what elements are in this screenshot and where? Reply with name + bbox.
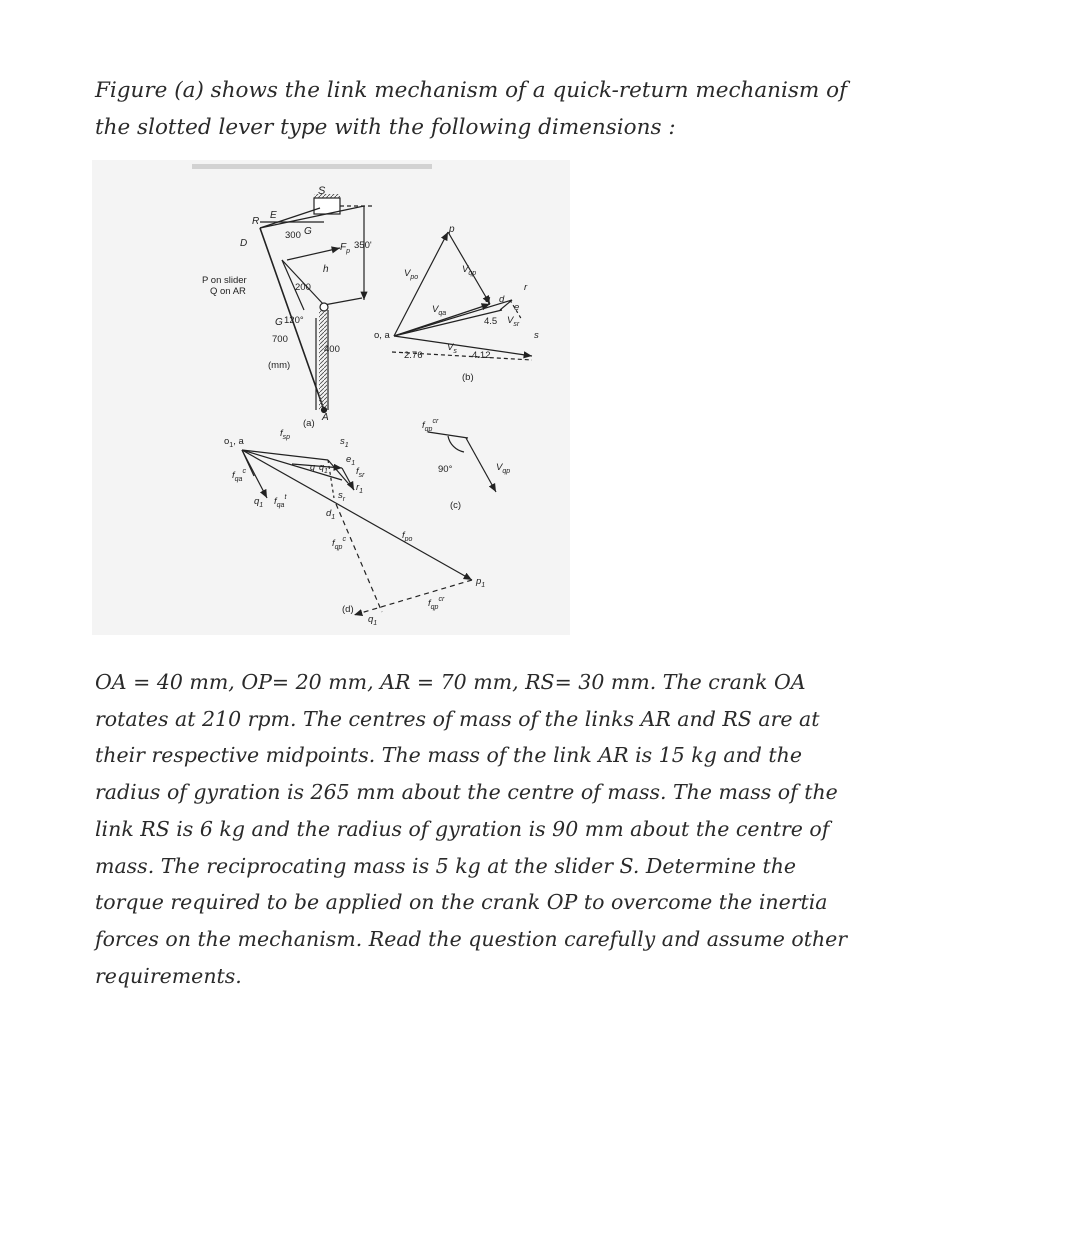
angle-90: 90° [438,464,453,475]
label-e: E [270,210,277,221]
label-q1-bottom: $q_1$ [368,614,378,627]
label-p-on-slider: P on slider [202,275,247,286]
label-vpo: $V_{po}$ [404,268,419,281]
label-s: s [534,330,539,341]
label-d1: $d_1$ [326,508,336,521]
unit-mm: (mm) [268,360,291,371]
label-q1: $q_1$ [254,496,264,509]
label-fpo: $f_{po}$ [402,530,413,543]
label-p: p [449,224,455,235]
label-vs: $V_s$ [447,342,457,355]
pivot-o [320,303,328,311]
label-g: G [275,317,283,328]
label-fqa-c: $f_{qa}^c$ [232,468,246,483]
label-d: d [499,294,505,305]
figure-background [92,160,570,635]
problem-line: link RS is 6 kg and the radius of gyration is 90 mm about the centre of [95,816,830,841]
label-a: A [322,412,329,423]
problem-line: mass. The reciprocating mass is 5 kg at the slider S. Determine the [95,853,797,878]
problem-line: requirements. [95,963,242,988]
label-o1-a1: $o_1$, a [224,436,244,449]
label-vqa: $V_{qa}$ [432,304,447,317]
angle-120: 120° [284,315,304,326]
label-q: q [485,294,491,305]
problem-line: radius of gyration is 265 mm about the centre of mass. The mass of the [95,780,838,805]
label-fqp-c: $f_{qp}^c$ [332,536,346,551]
label-fqa-t: $f_{qa}^t$ [274,494,287,509]
label-fqp-cr: $f_{qp}^{cr}$ [422,418,439,433]
label-r: r [524,282,528,293]
label-fp: $F_p$ [340,242,351,255]
label-r1: $r_1$ [356,482,364,495]
label-vqp: $V_{qp}$ [462,264,477,277]
dim-200: 200 [295,282,311,293]
fixed-support-hatch [319,310,327,410]
label-qa-q1: q $q_1$ [310,462,328,475]
label-d: D [240,238,248,249]
problem-line: their respective midpoints. The mass of the link AR is 15 kg and the [95,743,802,768]
intro-line: Figure (a) shows the link mechanism of a quick-return mechanism of [95,78,848,103]
dim-700: 700 [272,334,288,345]
caption-a: (a) [303,418,315,429]
dim-300: 300 [285,230,301,241]
figure-faded-strip [192,164,432,169]
intro-paragraph [95,72,995,146]
label-e: e [514,302,520,313]
label-p1: $p_1$ [476,576,486,589]
caption-b: (b) [462,372,474,383]
label-fqp-cr-d: $f_{qp}^{cr}$ [428,596,445,611]
label-s1: $s_1$ [340,436,349,449]
label-h: h [323,264,329,275]
label-fsp: $f_{sp}$ [280,428,291,441]
problem-paragraph [95,664,1005,994]
intro-line: the slotted lever type with the following dimensions : [95,115,676,140]
label-vsr: $V_{sr}$ [507,315,520,328]
problem-line: OA = 40 mm, OP= 20 mm, AR = 70 mm, RS= 30 mm. The crank OA [95,670,806,694]
label-q-on-ar: Q on AR [210,286,246,297]
label-r: R [252,216,260,227]
label-sr: $s_r$ [338,490,346,503]
dim-350: 350' [354,240,372,251]
value-4-5: 4.5 [484,316,498,327]
label-s: S [318,185,326,197]
caption-c: (c) [450,500,462,511]
label-vqp-c: $V_{qp}$ [496,462,511,475]
dim-400: 400 [324,344,340,355]
mechanism-figure-svg [92,160,570,635]
problem-line: torque required to be applied on the crank OP to overcome the inertia [95,890,828,915]
label-o-a: o, a [374,330,390,341]
caption-d: (d) [342,604,354,615]
value-2-76: 2.76 [404,350,423,361]
problem-line: rotates at 210 rpm. The centres of mass of the links AR and RS are at [95,706,820,731]
value-4-12: 4.12 [472,350,491,361]
label-g-top: G [304,226,312,237]
mechanism-figure [92,160,570,635]
label-e1: $e_1$ [346,454,356,467]
label-fsr: $f_{sr}$ [356,466,365,479]
problem-line: forces on the mechanism. Read the question carefully and assume other [95,926,848,951]
